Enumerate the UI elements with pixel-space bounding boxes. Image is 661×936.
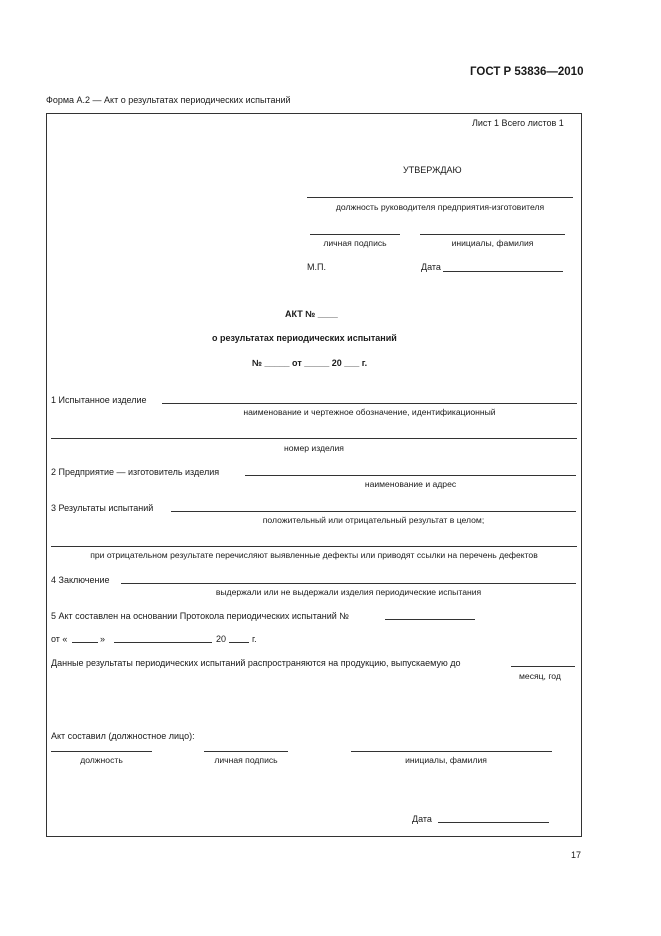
- item3-label: 3 Результаты испытаний: [51, 503, 154, 513]
- standard-number: ГОСТ Р 53836—2010: [470, 66, 584, 78]
- from-quote-open: от «: [51, 634, 68, 644]
- caption-initials2: инициалы, фамилия: [405, 755, 487, 765]
- position-line[interactable]: [307, 197, 573, 198]
- from-year-suffix: г.: [252, 634, 257, 644]
- item1-label: 1 Испытанное изделие: [51, 395, 147, 405]
- caption-month-year: месяц, год: [519, 671, 561, 681]
- item4-line[interactable]: [121, 583, 576, 584]
- from-year: 20: [216, 634, 227, 644]
- role-line[interactable]: [51, 751, 152, 752]
- item3-caption: положительный или отрицательный результат в целом;: [262, 515, 485, 525]
- approve-heading: УТВЕРЖДАЮ: [403, 165, 462, 175]
- act-number-date: № _____ от _____ 20 ___ г.: [252, 358, 368, 368]
- item5-line[interactable]: [385, 619, 475, 620]
- year-line[interactable]: [229, 642, 249, 643]
- initials-line[interactable]: [420, 234, 565, 235]
- month-line[interactable]: [114, 642, 212, 643]
- initials2-line[interactable]: [351, 751, 552, 752]
- act-subtitle: о результатах периодических испытаний: [212, 333, 397, 343]
- item2-label: 2 Предприятие — изготовитель изделия: [51, 467, 220, 477]
- caption-initials: инициалы, фамилия: [451, 238, 534, 248]
- caption-position: должность руководителя предприятия-изготовителя: [335, 202, 545, 212]
- item3-line2[interactable]: [51, 546, 577, 547]
- item1-line[interactable]: [162, 403, 577, 404]
- distribution-text: Данные результаты периодических испытаний распространяются на продукцию, выпускаемую до: [51, 658, 461, 668]
- day-line[interactable]: [72, 642, 98, 643]
- caption-role: должность: [80, 755, 123, 765]
- date-line-2[interactable]: [438, 822, 549, 823]
- form-title: Форма А.2 — Акт о результатах периодических испытаний: [46, 95, 291, 105]
- item1-caption: наименование и чертежное обозначение, идентификационный: [243, 407, 496, 417]
- date-line[interactable]: [443, 271, 563, 272]
- sheet-info: Лист 1 Всего листов 1: [472, 118, 564, 128]
- item1-caption2: номер изделия: [284, 443, 344, 453]
- act-number: АКТ № ____: [285, 309, 338, 319]
- date-label-2: Дата: [412, 814, 432, 824]
- date-label: Дата: [421, 262, 441, 272]
- item4-label: 4 Заключение: [51, 575, 110, 585]
- item4-caption: выдержали или не выдержали изделия периодические испытания: [215, 587, 482, 597]
- compiled-by: Акт составил (должностное лицо):: [51, 731, 195, 741]
- item1-line2[interactable]: [51, 438, 577, 439]
- distribution-line[interactable]: [511, 666, 575, 667]
- item2-caption: наименование и адрес: [364, 479, 457, 489]
- signature-line[interactable]: [310, 234, 400, 235]
- stamp-mark: М.П.: [307, 262, 326, 272]
- item2-line[interactable]: [245, 475, 576, 476]
- item3-line[interactable]: [171, 511, 576, 512]
- caption-sign2: личная подпись: [214, 755, 278, 765]
- caption-signature: личная подпись: [323, 238, 387, 248]
- item5-label: 5 Акт составлен на основании Протокола периодических испытаний №: [51, 611, 349, 621]
- sign2-line[interactable]: [204, 751, 288, 752]
- from-quote-close: »: [100, 634, 106, 644]
- item3-caption2: при отрицательном результате перечисляют выявленные дефекты или приводят ссылки на перечень дефектов: [90, 550, 538, 560]
- page-number: 17: [571, 850, 582, 860]
